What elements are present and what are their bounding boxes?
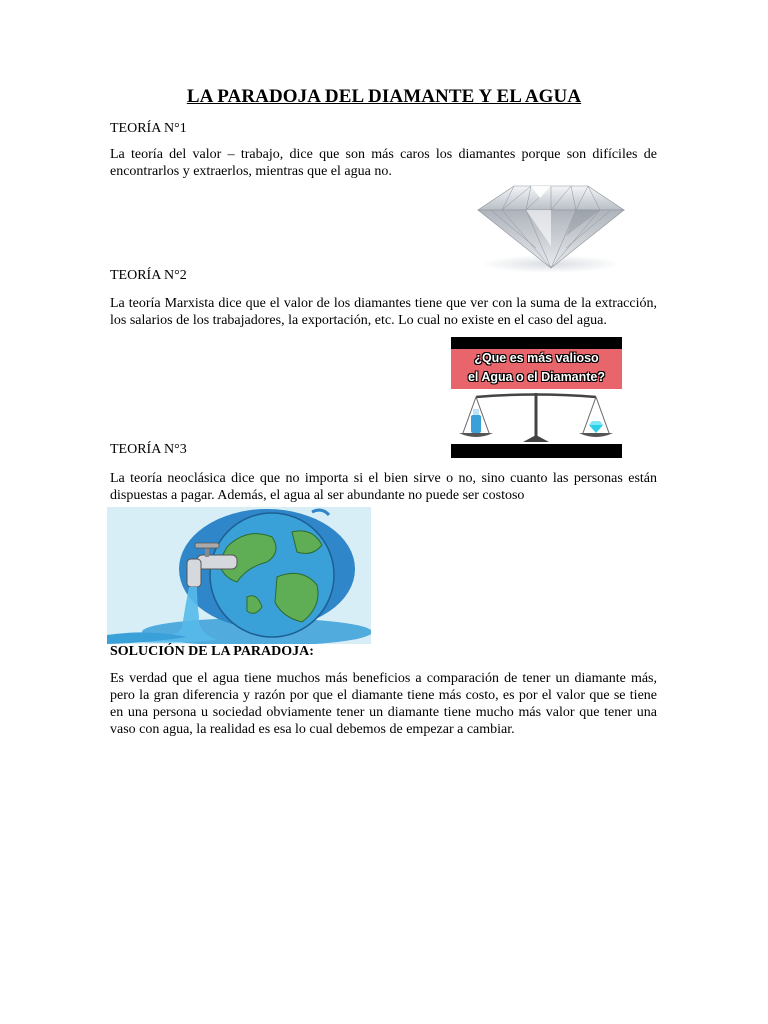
page-title: LA PARADOJA DEL DIAMANTE Y EL AGUA [186, 86, 582, 107]
theory-2-text: La teoría Marxista dice que el valor de los diamantes tiene que ver con la suma de la extracción, los salarios de los trabajadores, la exportación, etc. Lo cual no existe en el caso del agua. [110, 296, 657, 328]
diamond-image [456, 176, 646, 276]
solution-heading: SOLUCIÓN DE LA PARADOJA: [110, 644, 314, 659]
scale-image [451, 337, 622, 458]
theory-3-text: La teoría neoclásica dice que no importa si el bien sirve o no, sino cuanto las personas están dispuestas a pagar. Además, el agua al ser abundante no puede ser costoso [110, 471, 657, 503]
solution-text: Es verdad que el agua tiene muchos más beneficios a comparación de tener un diamante más, pero la gran diferencia y razón por que el diamante tiene más costo, es por el valor que se tiene en una persona u sociedad obviamente tener un diamante tiene mucho más valor que tener una vaso con agua, la realidad es esa lo cual debemos de empezar a cambiar. [110, 671, 657, 737]
globe-faucet-image [107, 507, 371, 644]
theory-1-text: La teoría del valor – trabajo, dice que son más caros los diamantes porque son difíciles de encontrarlos y extraerlos, mientras que el agua no. [110, 147, 657, 179]
theory-3-heading: TEORÍA N°3 [110, 442, 187, 457]
scale-question-line-1: ¿Que es más valioso [474, 351, 599, 365]
theory-1-heading: TEORÍA N°1 [110, 121, 187, 136]
theory-2-heading: TEORÍA N°2 [110, 268, 187, 283]
scale-icon [451, 389, 622, 444]
scale-question-line-2: el Agua o el Diamante? [467, 370, 606, 384]
